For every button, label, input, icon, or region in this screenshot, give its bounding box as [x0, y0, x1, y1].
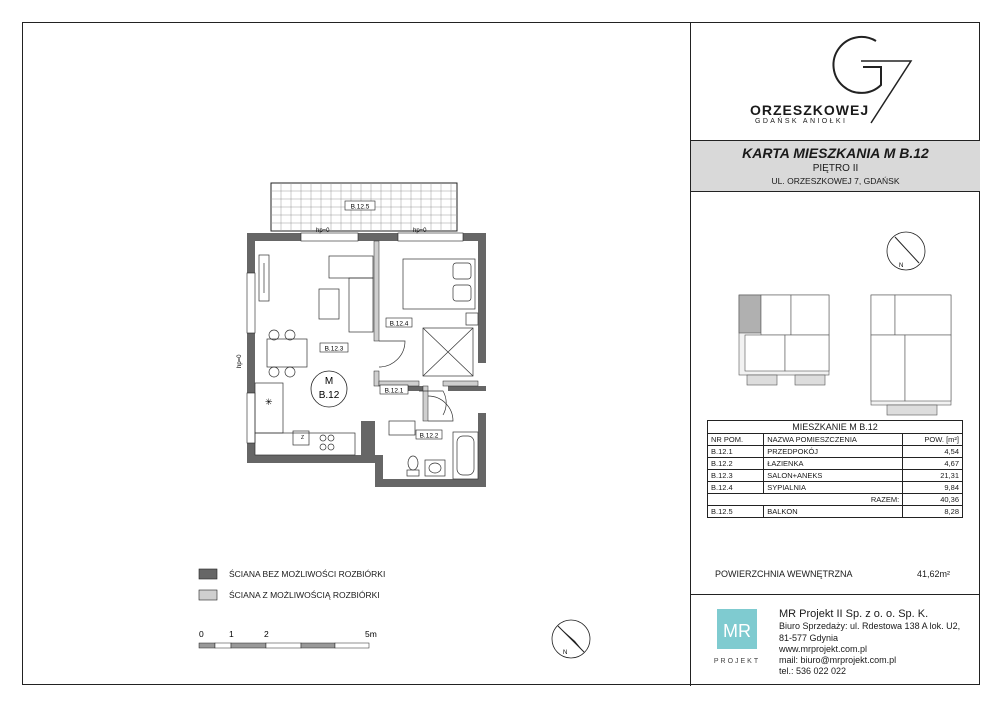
inner-area-value: 41,62m² — [917, 569, 951, 579]
col-name-header: NAZWA POMIESZCZENIA — [764, 434, 903, 446]
brand-subtitle: GDAŃSK ANIOŁKI — [755, 118, 848, 125]
total-label: RAZEM: — [708, 494, 903, 506]
company-info — [779, 609, 960, 678]
table-row — [708, 446, 963, 458]
balcony-label: B.12.5 — [350, 203, 370, 211]
living-furniture — [255, 255, 373, 455]
row-name: BALKON — [764, 506, 903, 518]
floor-plan-drawing — [23, 23, 690, 686]
row-name: SALON+ANEKS — [764, 470, 903, 482]
minimap-left — [739, 295, 829, 385]
rooms-table — [707, 420, 963, 518]
table-row — [708, 482, 963, 494]
unit-marker-id: B.12 — [318, 390, 340, 401]
bath-label: B.12.2 — [419, 432, 439, 440]
info-panel — [691, 23, 980, 686]
plan-sheet — [22, 22, 980, 685]
compass-letter: N — [563, 650, 568, 656]
row-name: ŁAZIENKA — [764, 458, 903, 470]
building-minimaps — [691, 223, 980, 453]
brand-logo — [691, 23, 980, 141]
legend-light-label: ŚCIANA Z MOŻLIWOŚCIĄ ROZBIÓRKI — [229, 590, 380, 600]
row-no: B.12.4 — [708, 482, 764, 494]
row-area: 21,31 — [903, 470, 963, 482]
footer-divider — [691, 594, 980, 595]
legend-solid-swatch — [199, 569, 217, 579]
windows — [247, 233, 463, 443]
inner-area-label: POWIERZCHNIA WEWNĘTRZNA — [715, 569, 853, 579]
card-title: KARTA MIESZKANIA M B.12 — [742, 145, 929, 161]
balcony — [271, 183, 457, 231]
row-no: B.12.5 — [708, 506, 764, 518]
mr-logo-text: MR — [723, 621, 751, 641]
table-total-row — [708, 494, 963, 506]
scale-tick-5: 5m — [365, 629, 377, 639]
hp-label-left: hp=0 — [316, 228, 330, 234]
fridge-label: Z — [301, 435, 305, 441]
vent-icon: ✳ — [265, 397, 273, 407]
company-web[interactable]: www.mrprojekt.com.pl — [779, 643, 868, 654]
mr-projekt-logo — [711, 609, 763, 665]
company-office: Biuro Sprzedaży: ul. Rdestowa 138 A lok. U2, — [779, 621, 961, 632]
hp-label-right: hp=0 — [413, 228, 427, 234]
scale-tick-2: 2 — [264, 629, 269, 639]
total-value: 40,36 — [903, 494, 963, 506]
hall-label: B.12.1 — [384, 387, 404, 395]
table-row — [708, 458, 963, 470]
legend-solid-label: ŚCIANA BEZ MOŻLIWOŚCI ROZBIÓRKI — [229, 569, 386, 579]
unit-marker-m: M — [324, 376, 334, 387]
bedroom-furniture — [403, 259, 478, 376]
mr-logo-sub: PROJEKT — [713, 658, 761, 665]
row-area: 4,54 — [903, 446, 963, 458]
company-name: MR Projekt II Sp. z o. o. Sp. K. — [779, 608, 929, 620]
row-no: B.12.1 — [708, 446, 764, 458]
minimap-right — [871, 295, 951, 415]
compass-icon — [552, 620, 590, 658]
solid-walls — [247, 233, 486, 487]
row-name: SYPIALNIA — [764, 482, 903, 494]
brand-name: ORZESZKOWEJ — [750, 102, 870, 118]
row-area: 9,84 — [903, 482, 963, 494]
scale-bar — [199, 643, 369, 648]
rooms-table-heading: MIESZKANIE M B.12 — [708, 421, 963, 434]
row-area: 8,28 — [903, 506, 963, 518]
scale-tick-0: 0 — [199, 629, 204, 639]
row-no: B.12.3 — [708, 470, 764, 482]
card-floor: PIĘTRO II — [812, 163, 859, 174]
compass-top-icon — [887, 232, 925, 270]
hp-label-side: hp=0 — [237, 354, 243, 368]
row-name: PRZEDPOKÓJ — [764, 446, 903, 458]
row-area: 4,67 — [903, 458, 963, 470]
bedroom-label: B.12.4 — [389, 320, 409, 328]
scale-tick-1: 1 — [229, 629, 234, 639]
floor-plan-area — [23, 23, 690, 686]
living-label: B.12.3 — [324, 345, 344, 353]
compass-top-letter: N — [899, 263, 904, 269]
company-mail[interactable]: mail: biuro@mrprojekt.com.pl — [779, 655, 897, 666]
table-row — [708, 470, 963, 482]
company-tel: tel.: 536 022 022 — [779, 666, 847, 677]
table-row — [708, 506, 963, 518]
row-no: B.12.2 — [708, 458, 764, 470]
card-address: UL. ORZESZKOWEJ 7, GDAŃSK — [771, 176, 900, 186]
col-area-header: POW. [m²] — [903, 434, 963, 446]
company-city: 81-577 Gdynia — [779, 632, 839, 643]
col-no-header: NR POM. — [708, 434, 764, 446]
legend-light-swatch — [199, 590, 217, 600]
card-title-box — [691, 140, 980, 192]
